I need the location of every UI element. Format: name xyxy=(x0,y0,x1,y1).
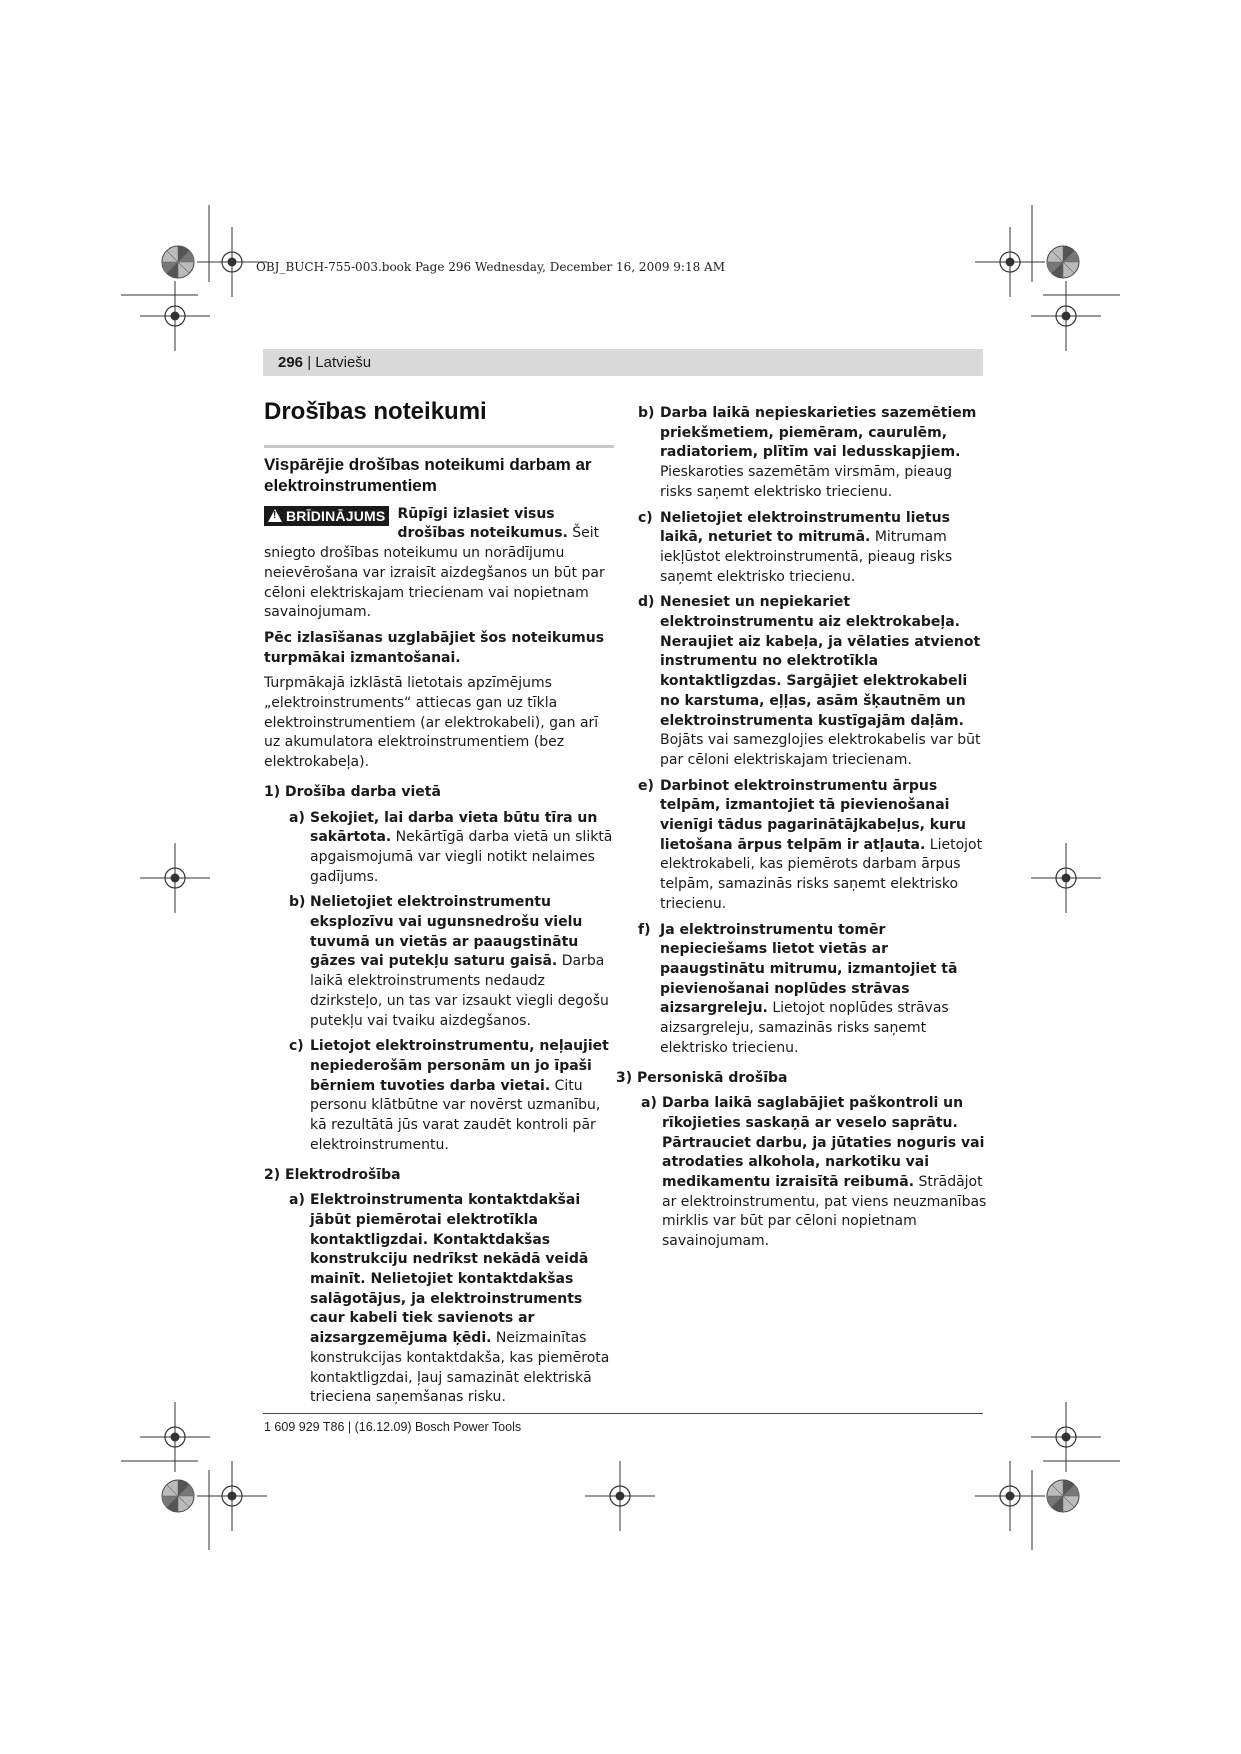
item-label: b) xyxy=(289,894,306,911)
item-text: Citu personu klātbūtne var novērst uzmanību, kā rezultātā jūs varat zaudēt kontroli pār elektroinstrumentu. xyxy=(310,1077,601,1153)
item-label: a) xyxy=(289,809,305,826)
right-column xyxy=(616,404,988,1258)
item-label: c) xyxy=(289,1038,304,1055)
item-bold: Darbinot elektroinstrumentu ārpus telpām, izmantojiet tā pievienošanai vienīgi tādus pagarinātājkabeļus, kuru lietošana ārpus telpām ir atļauta. xyxy=(660,777,966,853)
section-heading-1: 1) Drošība darba vietā xyxy=(264,783,441,800)
section-rule xyxy=(264,445,614,448)
item-label: c) xyxy=(638,509,653,526)
item-text: Lietojot noplūdes strāvas aizsargreleju, samazinās risks saņemt elektrisko triecienu. xyxy=(660,1000,949,1056)
item-label: f) xyxy=(638,921,651,938)
item-label: a) xyxy=(641,1095,657,1112)
list-item xyxy=(264,809,614,888)
list-item xyxy=(616,1094,988,1252)
item-bold: Ja elektroinstrumentu tomēr nepieciešams lietot vietās ar paaugstinātu mitrumu, izmantojiet tā pievienošanai noplūdes strāvas aizsargreleju. xyxy=(660,921,958,1017)
section-subtitle: Vispārējie drošības noteikumi darbam ar elektroinstrumentiem xyxy=(264,454,592,495)
item-label: e) xyxy=(638,777,654,794)
item-bold: Nelietojiet elektroinstrumentu eksplozīvu vai ugunsnedrošu vielu tuvumā un vietās ar paaugstinātu gāzes vai putekļu saturu gaisā. xyxy=(310,894,583,970)
left-column xyxy=(264,400,614,1414)
list-item xyxy=(638,404,988,503)
header-separator: | xyxy=(303,354,316,371)
list-item xyxy=(264,1191,614,1408)
page-footer: 1 609 929 T86 | (16.12.09) Bosch Power Tools xyxy=(264,1420,522,1434)
item-bold: Nelietojiet elektroinstrumentu lietus laikā, neturiet to mitrumā. xyxy=(660,509,950,546)
warning-bold: Rūpīgi izlasiet visus drošības noteikumus. xyxy=(397,505,568,542)
item-bold: Lietojot elektroinstrumentu, neļaujiet nepiederošām personām un jo īpaši bērniem tuvoties darba vietai. xyxy=(310,1038,609,1094)
warning-badge xyxy=(264,506,389,526)
warning-text: Šeit sniegto drošības noteikumu un norādījumu neievērošana var izraisīt aizdegšanos un būt par cēloni elektriskajam triecienam vai nopietnam savainojumam. xyxy=(264,525,605,621)
item-text: Darba laikā elektroinstruments nedaudz dzirksteļo, un tas var izsaukt viegli degošu putekļu vai tvaiku aizdegšanos. xyxy=(310,953,609,1029)
footer-rule xyxy=(263,1413,983,1414)
item-bold: Darba laikā nepieskarieties sazemētiem priekšmetiem, piemēram, caurulēm, radiatoriem, plītīm vai ledusskapjiem. xyxy=(660,405,977,461)
warning-paragraph xyxy=(264,505,614,623)
item-bold: Nenesiet un nepiekariet elektroinstrumentu aiz elektrokabeļa. Neraujiet aiz kabeļa, ja vēlaties atvienot instrumentu no elektrotīkla kontaktligzdas. Sargājiet elektrokabeli no karstuma, eļļas, asām šķautnēm un elektroinstrumenta kustīgajām daļām. xyxy=(660,594,981,729)
item-bold: Elektroinstrumenta kontaktdakšai jābūt piemērotai elektrotīkla kontaktligzdai. Kontaktdakšas konstrukciju nedrīkst nekādā veidā mainīt. Nelietojiet kontaktdakšas salāgotājus, ja elektroinstruments caur kabeli tiek savienots ar aizsargzemējuma ķēdi. xyxy=(310,1192,589,1347)
item-text: Bojāts vai samezglojies elektrokabelis var būt par cēloni elektriskajam triecienam. xyxy=(660,732,981,768)
definition-paragraph: Turpmākajā izklāstā lietotais apzīmējums „elektroinstruments“ attiecas gan uz tīkla elektroinstrumentiem (ar elektrokabeli), gan arī uz akumulatora elektroinstrumentiem (bez elektrokabeļa). xyxy=(264,675,599,771)
item-label: d) xyxy=(638,594,655,611)
section-heading-3: 3) Personiskā drošība xyxy=(616,1069,788,1086)
item-bold: Sekojiet, lai darba vieta būtu tīra un sakārtota. xyxy=(310,809,598,846)
page-header xyxy=(263,349,983,376)
list-item xyxy=(638,777,988,915)
section-heading-2: 2) Elektrodrošība xyxy=(264,1166,401,1183)
list-item xyxy=(638,921,988,1059)
page-title: Drošības noteikumi xyxy=(264,398,487,425)
item-text: Strādājot ar elektroinstrumentu, pat viens neuzmanības mirklis var būt par cēloni nopietnam savainojumam. xyxy=(662,1174,987,1250)
item-text: Mitrumam iekļūstot elektroinstrumentā, pieaug risks saņemt elektrisko triecienu. xyxy=(660,529,953,585)
print-info-line: OBJ_BUCH-755-003.book Page 296 Wednesday, December 16, 2009 9:18 AM xyxy=(256,260,726,274)
item-text: Lietojot elektrokabeli, kas piemērots darbam ārpus telpām, samazinās risks saņemt elektrisko triecienu. xyxy=(660,836,983,912)
item-label: b) xyxy=(638,405,655,421)
keep-note-text: Pēc izlasīšanas uzglabājiet šos noteikumus turpmākai izmantošanai. xyxy=(264,629,605,666)
item-label: a) xyxy=(289,1192,305,1209)
list-item xyxy=(638,509,988,588)
item-text: Nekārtīgā darba vietā un sliktā apgaismojumā var viegli notikt nelaimes gadījums. xyxy=(310,829,613,885)
item-bold: Darba laikā saglabājiet paškontroli un rīkojieties saskaņā ar veselo saprātu. Pārtrauciet darbu, ja jūtaties noguris vai atrodaties alkohola, narkotiku vai medikamentu izraisītā reibumā. xyxy=(662,1095,985,1191)
header-language: Latviešu xyxy=(315,354,372,371)
warning-triangle-icon xyxy=(268,509,282,522)
list-item xyxy=(264,893,614,1031)
warning-badge-label: BRĪDINĀJUMS xyxy=(286,507,386,524)
list-item xyxy=(264,1037,614,1155)
item-text: Pieskaroties sazemētām virsmām, pieaug risks saņemt elektrisko triecienu. xyxy=(660,464,953,500)
keep-note xyxy=(264,629,614,668)
item-text: Neizmainītas konstrukcijas kontaktdakša, kas piemērota kontaktligzdai, ļauj samazināt elektriskā trieciena saņemšanas risku. xyxy=(310,1330,610,1406)
page-number: 296 xyxy=(278,354,304,371)
list-item xyxy=(638,593,988,770)
